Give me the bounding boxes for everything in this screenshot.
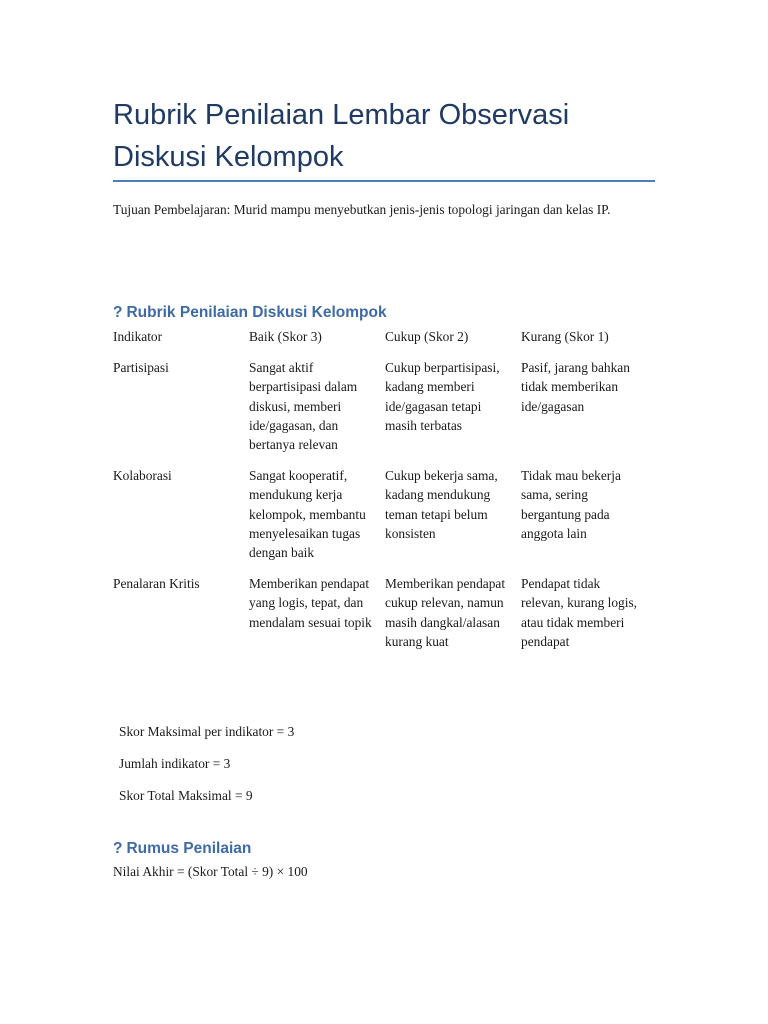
table-row	[107, 574, 652, 663]
cell-indicator: Penalaran Kritis	[113, 576, 200, 592]
cell-baik: Sangat kooperatif, mendukung kerja kelompok, membantu menyelesaikan tugas dengan baik	[249, 468, 366, 561]
cell-indicator: Kolaborasi	[113, 468, 172, 484]
rubric-table	[107, 326, 652, 663]
header-indikator: Indikator	[113, 329, 163, 344]
missing-glyph-icon: ?	[113, 304, 123, 321]
cell-kurang: Pendapat tidak relevan, kurang logis, atau tidak memberi pendapat	[521, 576, 638, 649]
table-row	[107, 466, 652, 574]
header-cukup: Cukup (Skor 2)	[385, 329, 469, 344]
cell-baik: Sangat aktif berpartisipasi dalam diskusi, memberi ide/gagasan, dan bertanya relevan	[249, 360, 358, 453]
missing-glyph-icon: ?	[113, 840, 123, 857]
header-kurang: Kurang (Skor 1)	[521, 329, 609, 344]
formula-heading	[113, 839, 251, 859]
score-notes	[119, 722, 294, 818]
table-header-row	[107, 326, 652, 358]
learning-objective: Tujuan Pembelajaran: Murid mampu menyebutkan jenis-jenis topologi jaringan dan kelas IP.	[113, 202, 611, 217]
note-total-max: Skor Total Maksimal = 9	[119, 788, 253, 803]
note-max-per-indicator: Skor Maksimal per indikator = 3	[119, 724, 295, 739]
formula-heading-text: Rumus Penilaian	[126, 840, 252, 857]
cell-kurang: Pasif, jarang bahkan tidak memberikan ide/gagasan	[521, 360, 630, 414]
cell-indicator: Partisipasi	[113, 360, 169, 376]
note-indicator-count: Jumlah indikator = 3	[119, 756, 231, 771]
document-title: Rubrik Penilaian Lembar Observasi Diskusi Kelompok	[113, 99, 570, 173]
cell-kurang: Tidak mau bekerja sama, sering bergantung pada anggota lain	[521, 468, 621, 541]
formula-text: Nilai Akhir = (Skor Total ÷ 9) × 100	[113, 864, 308, 879]
cell-cukup: Cukup bekerja sama, kadang mendukung teman tetapi belum konsisten	[385, 468, 498, 541]
rubric-heading-text: Rubrik Penilaian Diskusi Kelompok	[126, 304, 387, 321]
cell-cukup: Memberikan pendapat cukup relevan, namun masih dangkal/alasan kurang kuat	[385, 576, 506, 649]
cell-cukup: Cukup berpartisipasi, kadang memberi ide/gagasan tetapi masih terbatas	[385, 360, 500, 433]
title-underline	[113, 180, 655, 182]
rubric-heading	[113, 303, 387, 323]
cell-baik: Memberikan pendapat yang logis, tepat, dan mendalam sesuai topik	[249, 576, 372, 630]
table-row	[107, 358, 652, 466]
header-baik: Baik (Skor 3)	[249, 329, 322, 344]
